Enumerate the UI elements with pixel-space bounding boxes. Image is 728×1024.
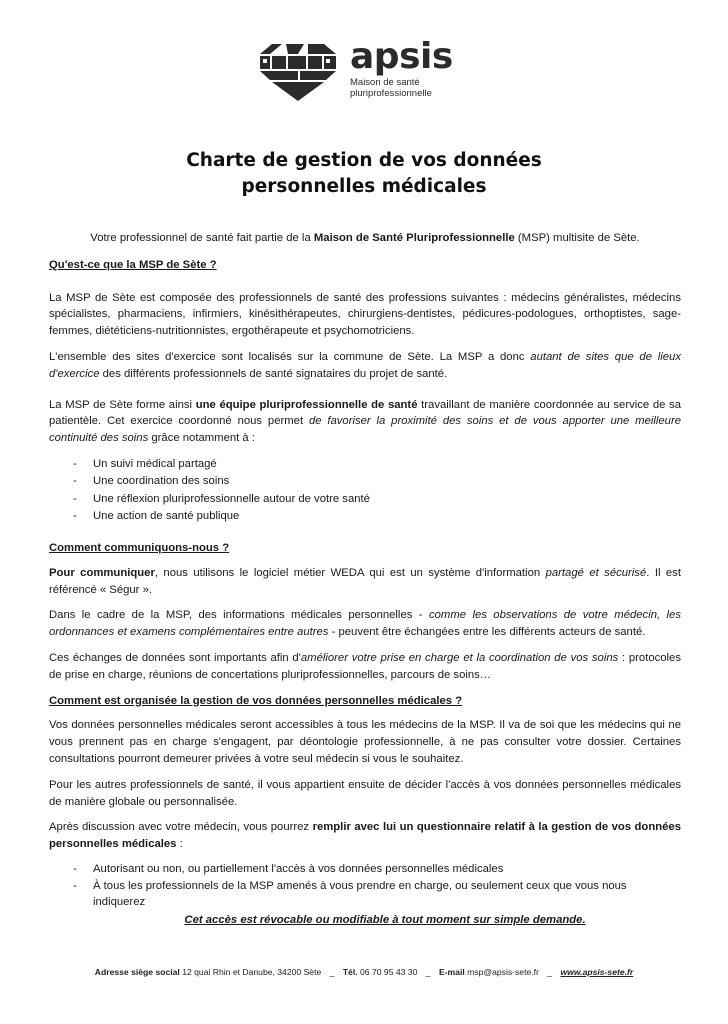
s2p1-text-a: , nous utilisons le logiciel métier WEDA qui est un système d'information: [154, 566, 546, 579]
s2p3-text-a: Ces échanges de données sont importants afin d': [49, 651, 301, 664]
section2-paragraph3: [49, 650, 681, 684]
title-line2: personnelles médicales: [241, 176, 487, 197]
intro-text-a: Votre professionnel de santé fait partie de la: [90, 232, 314, 244]
s1p3-text-b: travaillant de manière coordonnée au service de sa patientèle. Cet exercice coordonné nous permet: [49, 398, 681, 428]
section3-list: [49, 862, 681, 911]
footer-address-label: Adresse siège social: [94, 967, 180, 977]
section2-paragraph1: [49, 565, 681, 599]
list-item: - Autorisant ou non, ou partiellement l'accès à vos données personnelles médicales: [49, 862, 681, 878]
section1-paragraph2: [49, 349, 681, 383]
s2p1-bold: Pour communiquer: [49, 566, 155, 579]
list-item: - À tous les professionnels de la MSP amenés à vous prendre en charge, ou seulement ceux que vous nous indiquerez: [49, 879, 681, 910]
section3-paragraph3: [49, 819, 681, 853]
s2p1-text-b: . Il est référencé « Ségur ».: [49, 566, 681, 596]
heart-house-logo-icon: [258, 40, 338, 102]
footer-separator: _: [547, 967, 553, 977]
s1p3-bold: une équipe pluriprofessionnelle de santé: [195, 398, 418, 411]
s1p3-text-c: grâce notamment à :: [148, 432, 255, 445]
s2p2-text-a: Dans le cadre de la MSP, des informations médicales personnelles -: [49, 609, 429, 622]
list-item: - Une action de santé publique: [49, 508, 681, 526]
logo-name: apsis: [350, 36, 453, 77]
list-item: - Un suivi médical partagé: [49, 456, 681, 474]
s1p2-italic: autant de sites que de lieux d'exercice: [49, 350, 681, 380]
s1p3-text-a: La MSP de Sète forme ainsi: [49, 398, 196, 411]
s3p3-bold: remplir avec lui un questionnaire relatif à la gestion de vos données personnelles médicales: [49, 821, 681, 851]
footer-tel: 06 70 95 43 30: [360, 967, 418, 977]
intro-paragraph: [49, 230, 681, 247]
footer: [0, 967, 728, 977]
list-item: - Une réflexion pluriprofessionnelle autour de votre santé: [49, 491, 681, 509]
document-title: [0, 148, 728, 200]
s1p2-text-b: des différents professionnels de santé signataires du projet de santé.: [99, 367, 448, 380]
footer-email: msp@apsis-sete.fr: [467, 967, 539, 977]
s1p3-italic: de favoriser la proximité des soins et de vous apporter une meilleure continuité des soins: [49, 415, 681, 445]
list-item: - Une coordination des soins: [49, 473, 681, 491]
section2-heading: Comment communiquons-nous ?: [49, 541, 230, 554]
apsis-logo: [258, 36, 453, 102]
s2p3-italic: améliorer votre prise en charge et la coordination de vos soins: [300, 651, 619, 664]
s2p3-text-b: : protocoles de prise en charge, réunions de concertations pluriprofessionnelles, parcours de soins…: [49, 651, 681, 681]
section2-paragraph2: [49, 607, 681, 641]
footer-separator: _: [425, 967, 431, 977]
footer-website-link[interactable]: www.apsis-sete.fr: [560, 967, 634, 977]
s3p3-text-a: Après discussion avec votre médecin, vous pourrez: [49, 821, 313, 834]
logo-subtitle-line1: Maison de santé: [350, 77, 420, 88]
document-body: [49, 230, 681, 929]
s2p2-text-b: - peuvent être échangées entre les différents acteurs de santé.: [328, 626, 646, 639]
footer-separator: _: [329, 967, 335, 977]
s2p2-italic: comme les observations de votre médecin, les ordonnances et examens complémentaires entre autres: [49, 609, 681, 639]
s3p3-text-b: :: [176, 838, 183, 851]
s2p1-italic: partagé et sécurisé: [545, 566, 647, 579]
section3-paragraph2: Pour les autres professionnels de santé, il vous appartient ensuite de décider l'accès à vos données personnelles médicales de manière globale ou personnalisée.: [49, 778, 681, 808]
s1p2-text-a: L'ensemble des sites d'exercice sont localisés sur la commune de Sète. La MSP a donc: [49, 350, 531, 363]
footer-email-label: E-mail: [438, 967, 465, 977]
intro-bold: Maison de Santé Pluriprofessionnelle: [313, 232, 515, 244]
section3-heading: Comment est organisée la gestion de vos données personnelles médicales ?: [49, 694, 463, 707]
intro-text-b: (MSP) multisite de Sète.: [514, 232, 640, 244]
title-line1: Charte de gestion de vos données: [186, 150, 542, 171]
section3-paragraph1: Vos données personnelles médicales seront accessibles à tous les médecins de la MSP. Il va de soi que les médecins qui ne vous prennent pas en charge s'engagent, par déontologie professionnelle, à ne pas consulter votre dossier. Certaines consultations pourront demeurer privées à votre seul médecin si vous le souhaitez.: [49, 719, 681, 765]
footer-address: 12 quai Rhin et Danube, 34200 Sète: [182, 967, 322, 977]
section1-heading: Qu'est-ce que la MSP de Sète ?: [49, 258, 217, 271]
revocable-access-notice: Cet accès est révocable ou modifiable à tout moment sur simple demande.: [184, 914, 586, 927]
footer-tel-label: Tél.: [342, 967, 358, 977]
section1-paragraph3: [49, 397, 681, 447]
section1-paragraph1: La MSP de Sète est composée des professionnels de santé des professions suivantes : médecins généralistes, médecins spécialistes, pharmaciens, infirmiers, kinésithérapeutes, chirurgiens-dentistes, pédicures-podologues, orthoptistes, sage-femmes, diététiciens-nutritionnistes, ergothérapeute et psychomotriciens.: [49, 291, 681, 338]
logo-subtitle-line2: pluriprofessionnelle: [350, 88, 432, 99]
section1-list: [49, 456, 681, 526]
